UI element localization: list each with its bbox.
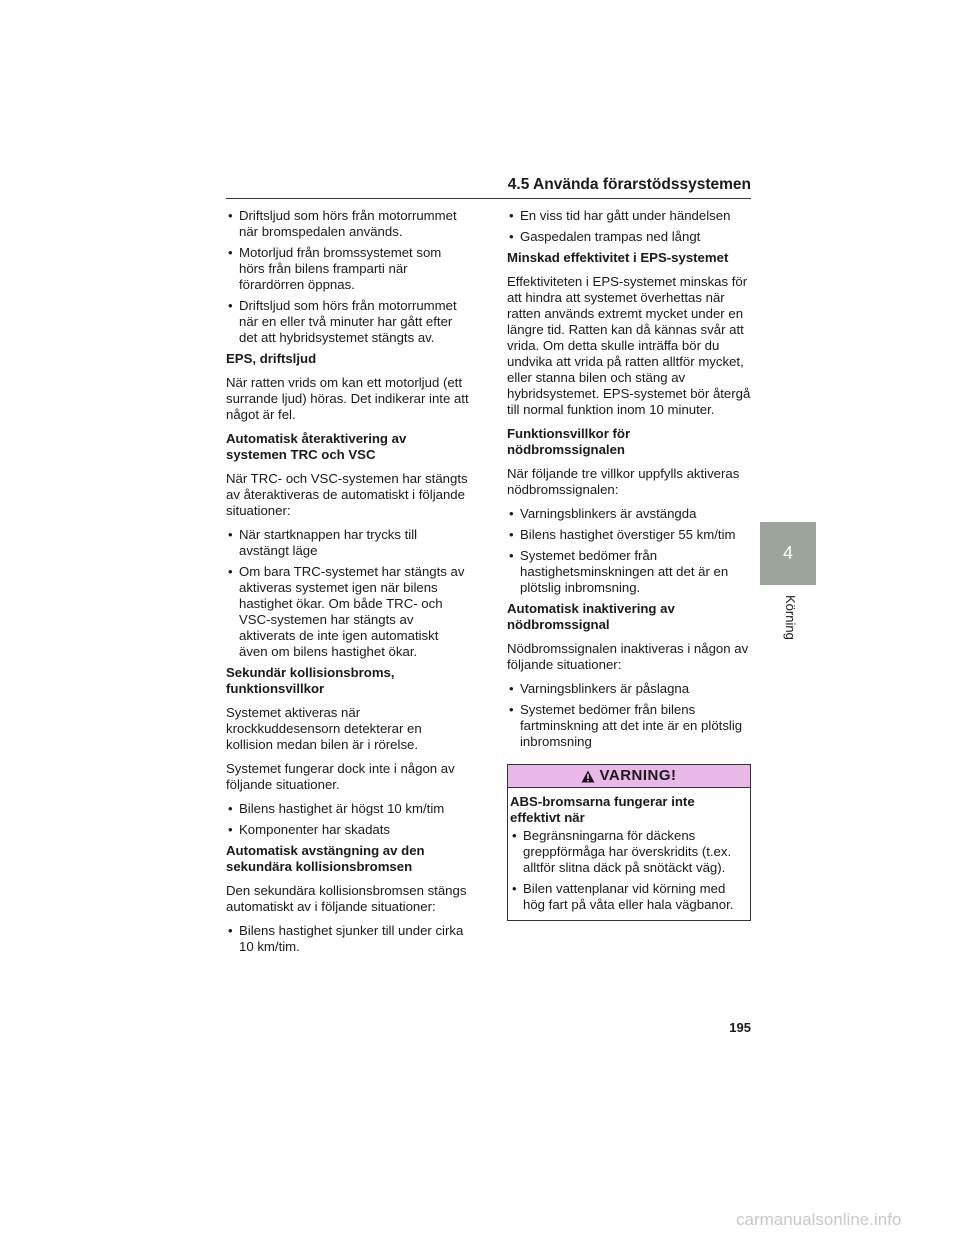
section-heading: Automatisk inaktivering av nödbromssignal [507, 601, 675, 632]
bullet-item: • Driftsljud som hörs från motorrummet när bromspedalen används. [226, 208, 470, 240]
section-heading: EPS, driftsljud [226, 351, 317, 366]
paragraph: Effektiviteten i EPS-systemet minskas för att hindra att systemet överhettas när ratten används extremt mycket under en längre tid. Ratten kan då kännas svår att vrida. Om detta skulle inträffa bör du undvika att vrida på ratten alltför mycket, eller stanna bilen och stäng av hybridsystemet. EPS-systemet bör återgå till normal funktion inom 10 minuter. [507, 274, 751, 417]
chapter-tab [760, 522, 816, 585]
paragraph: Nödbromssignalen inaktiveras i någon av följande situationer: [507, 641, 749, 672]
chapter-number: 4 [782, 543, 793, 563]
bullet-item: • Gaspedalen trampas ned långt [507, 229, 751, 245]
bullet-item: • När startknappen har trycks till avstängt läge [226, 527, 470, 559]
bullet-item: • Systemet bedömer från bilens fartminskning att det inte är en plötslig inbromsning [507, 702, 751, 750]
watermark: carmanualsonline.info [736, 1210, 902, 1229]
warning-box [507, 764, 751, 921]
chapter-label: Körning [783, 595, 798, 640]
warning-label: VARNING! [599, 767, 677, 784]
bullet-item: • Systemet bedömer från hastighetsminskningen att det är en plötslig inbromsning. [507, 548, 751, 596]
bullet-item: • Bilens hastighet är högst 10 km/tim [226, 801, 470, 817]
right-column [507, 208, 751, 921]
paragraph: Systemet fungerar dock inte i någon av följande situationer. [226, 761, 455, 792]
section-heading: Funktionsvillkor för nödbromssignalen [507, 426, 631, 457]
warning-heading: ABS-bromsarna fungerar inte effektivt när [510, 794, 695, 825]
bullet-item: • Motorljud från bromssystemet som hörs från bilens framparti när förardörren öppnas. [226, 245, 470, 293]
bullet-item: • Driftsljud som hörs från motorrummet när en eller två minuter har gått efter det att hybridsystemet stängts av. [226, 298, 470, 346]
section-heading: Automatisk återaktivering av systemen TRC och VSC [226, 431, 407, 462]
warning-bullet: • Begränsningarna för däckens greppförmåga har överskridits (t.ex. alltför slitna däck på snötäckt väg). [510, 828, 748, 876]
warning-header [508, 765, 750, 788]
paragraph: När följande tre villkor uppfylls aktiveras nödbromssignalen: [507, 466, 740, 497]
section-heading: Automatisk avstängning av den sekundära kollisionsbromsen [226, 843, 425, 874]
section-heading: Sekundär kollisionsbroms, funktionsvillkor [226, 665, 395, 696]
bullet-item: • Bilens hastighet överstiger 55 km/tim [507, 527, 751, 543]
paragraph: När TRC- och VSC-systemen har stängts av återaktiveras de automatiskt i följande situationer: [226, 471, 468, 518]
bullet-item: • Om bara TRC-systemet har stängts av aktiveras systemet igen när bilens hastighet ökar. Om både TRC- och VSC-systemen har stängts av aktiverats de inte igen automatiskt även om bilens hastighet ökar. [226, 564, 470, 660]
bullet-item: • Komponenter har skadats [226, 822, 470, 838]
bullet-item: • Varningsblinkers är påslagna [507, 681, 751, 697]
bullet-item: • Bilens hastighet sjunker till under cirka 10 km/tim. [226, 923, 470, 955]
bullet-item: • Varningsblinkers är avstängda [507, 506, 751, 522]
warning-triangle-icon [581, 770, 595, 783]
left-column [226, 208, 470, 960]
paragraph: Systemet aktiveras när krockkuddesensorn detekterar en kollision medan bilen är i rörelse. [226, 705, 422, 752]
warning-bullet: • Bilen vattenplanar vid körning med hög fart på våta eller hala vägbanor. [510, 881, 748, 913]
bullet-item: • En viss tid har gått under händelsen [507, 208, 751, 224]
right-column-content [507, 208, 751, 750]
page-number: 195 [729, 1020, 751, 1035]
warning-body [508, 788, 750, 920]
section-title: 4.5 Använda förarstödssystemen [507, 176, 751, 193]
paragraph: Den sekundära kollisionsbromsen stängs automatiskt av i följande situationer: [226, 883, 467, 914]
header-divider [226, 198, 751, 199]
paragraph: När ratten vrids om kan ett motorljud (ett surrande ljud) höras. Det indikerar inte att något är fel. [226, 375, 469, 422]
section-heading: Minskad effektivitet i EPS-systemet [507, 250, 729, 265]
